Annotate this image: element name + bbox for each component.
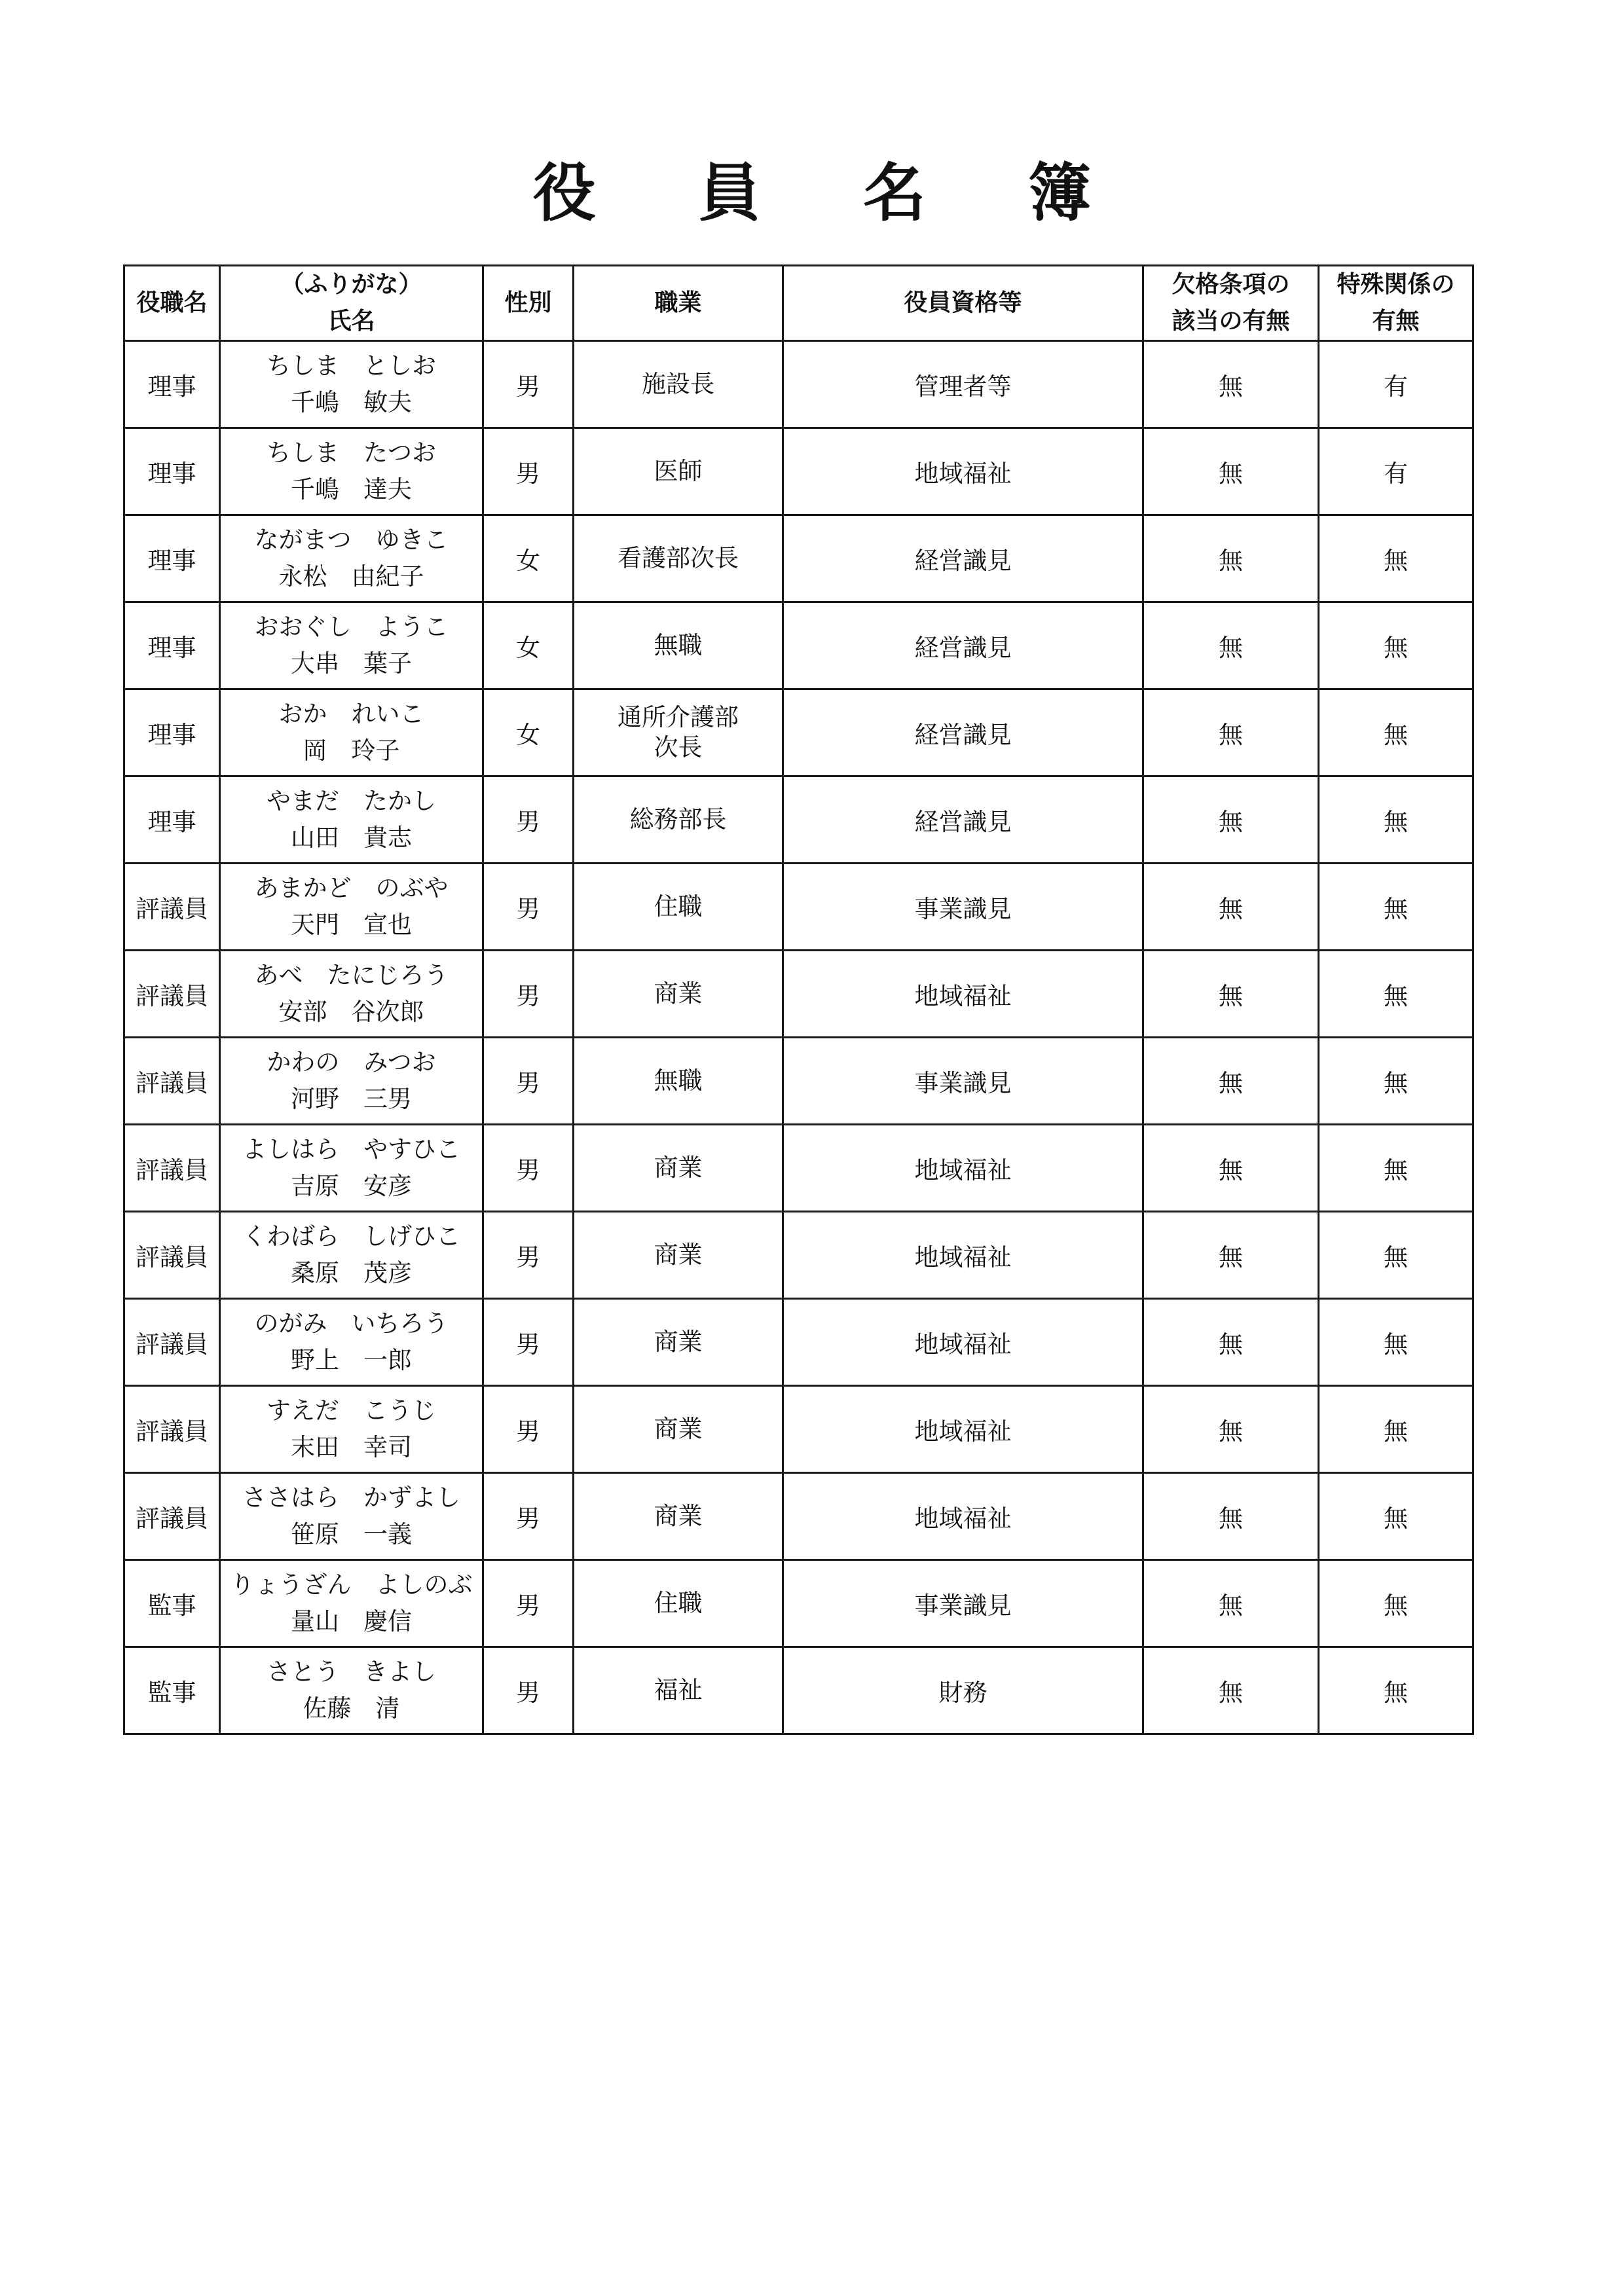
table-row (124, 1647, 1473, 1734)
special-relation-cell (1319, 1473, 1473, 1560)
occupation-text: 福祉 (654, 1676, 703, 1704)
role-cell (124, 602, 220, 689)
special-relation-text: 無 (1384, 895, 1408, 923)
table-row (124, 1473, 1473, 1560)
disqualification-text: 無 (1219, 1592, 1243, 1620)
name-kanji: 千嶋 敏夫 (291, 388, 412, 416)
occupation-text: 商業 (654, 1241, 703, 1269)
occupation-text: 無職 (654, 1066, 703, 1095)
occupation-text: 商業 (654, 1502, 703, 1530)
name-cell (220, 428, 483, 515)
name-kanji: 佐藤 清 (303, 1694, 400, 1722)
role-text: 評議員 (136, 1156, 208, 1184)
role-cell (124, 515, 220, 602)
name-kanji: 量山 慶信 (291, 1607, 412, 1635)
role-text: 理事 (147, 547, 196, 575)
header-name-label: 氏名 (327, 308, 375, 335)
disqualification-text: 無 (1219, 895, 1243, 923)
header-special-line1: 特殊関係の (1337, 271, 1455, 298)
occupation-cell (574, 1299, 783, 1386)
role-text: 監事 (147, 1592, 196, 1620)
gender-text: 女 (516, 547, 540, 575)
header-qualification: 役員資格等 (783, 266, 1143, 341)
gender-cell (483, 428, 574, 515)
header-special-line2: 有無 (1372, 308, 1420, 335)
disqualification-cell (1143, 1647, 1319, 1734)
special-relation-text: 無 (1384, 982, 1408, 1010)
name-kanji: 吉原 安彦 (291, 1172, 412, 1200)
title-char: 名 (863, 156, 926, 230)
disqualification-text: 無 (1219, 547, 1243, 575)
title-char: 員 (698, 156, 761, 230)
special-relation-text: 無 (1384, 547, 1408, 575)
role-text: 監事 (147, 1679, 196, 1707)
special-relation-text: 無 (1384, 1156, 1408, 1184)
name-kana: あまかど のぶや (254, 874, 449, 902)
name-cell (220, 602, 483, 689)
name-kana: おか れいこ (278, 700, 424, 728)
name-kana: りょうざん よしのぶ (230, 1571, 473, 1599)
gender-cell (483, 689, 574, 776)
name-kana: すえだ こうじ (267, 1396, 436, 1425)
gender-text: 男 (516, 1504, 540, 1533)
name-kanji: 千嶋 達夫 (291, 475, 412, 503)
gender-text: 女 (516, 634, 540, 662)
occupation-text: 商業 (654, 1154, 703, 1182)
special-relation-text: 無 (1384, 1417, 1408, 1446)
name-kanji: 笹原 一義 (291, 1520, 412, 1548)
name-cell (220, 1386, 483, 1473)
role-cell (124, 864, 220, 951)
qualification-text: 地域福祉 (914, 1330, 1012, 1358)
role-cell (124, 776, 220, 864)
gender-cell (483, 1473, 574, 1560)
gender-cell (483, 776, 574, 864)
name-kanji: 大串 葉子 (291, 649, 412, 678)
name-kana: ちしま たつお (267, 439, 436, 467)
qualification-cell (783, 1125, 1143, 1212)
header-disqualification (1143, 266, 1319, 341)
special-relation-text: 有 (1384, 373, 1408, 401)
title-char: 簿 (1028, 156, 1091, 230)
role-text: 理事 (147, 721, 196, 749)
special-relation-text: 無 (1384, 1330, 1408, 1358)
occupation-cell (574, 602, 783, 689)
qualification-cell (783, 1038, 1143, 1125)
occupation-cell (574, 1473, 783, 1560)
gender-cell (483, 1038, 574, 1125)
disqualification-text: 無 (1219, 1504, 1243, 1533)
table-row (124, 341, 1473, 428)
qualification-cell (783, 341, 1143, 428)
qualification-cell (783, 951, 1143, 1038)
gender-text: 男 (516, 1679, 540, 1707)
disqualification-text: 無 (1219, 808, 1243, 836)
name-kana: ちしま としお (267, 352, 436, 380)
table-row (124, 689, 1473, 776)
name-kana: ながまつ ゆきこ (254, 526, 449, 554)
header-occupation: 職業 (574, 266, 783, 341)
document-title (0, 154, 1624, 232)
special-relation-cell (1319, 1212, 1473, 1299)
qualification-cell (783, 1299, 1143, 1386)
name-cell (220, 1038, 483, 1125)
disqualification-text: 無 (1219, 1417, 1243, 1446)
disqualification-cell (1143, 864, 1319, 951)
special-relation-text: 無 (1384, 1243, 1408, 1271)
qualification-text: 経営識見 (914, 547, 1012, 575)
disqualification-text: 無 (1219, 460, 1243, 488)
special-relation-cell (1319, 428, 1473, 515)
gender-text: 男 (516, 1243, 540, 1271)
disqualification-cell (1143, 951, 1319, 1038)
qualification-text: 地域福祉 (914, 982, 1012, 1010)
special-relation-cell (1319, 341, 1473, 428)
disqualification-text: 無 (1219, 1330, 1243, 1358)
table-row (124, 951, 1473, 1038)
header-special-relation (1319, 266, 1473, 341)
role-cell (124, 1212, 220, 1299)
special-relation-text: 無 (1384, 721, 1408, 749)
occupation-text: 医師 (654, 457, 703, 485)
disqualification-cell (1143, 341, 1319, 428)
special-relation-text: 無 (1384, 1679, 1408, 1707)
role-text: 評議員 (136, 1504, 208, 1533)
special-relation-cell (1319, 1125, 1473, 1212)
title-char: 役 (533, 156, 596, 230)
gender-cell (483, 1560, 574, 1647)
gender-cell (483, 341, 574, 428)
name-cell (220, 1125, 483, 1212)
gender-cell (483, 1299, 574, 1386)
disqualification-cell (1143, 1560, 1319, 1647)
name-kanji: 天門 宣也 (291, 911, 412, 939)
role-cell (124, 951, 220, 1038)
special-relation-cell (1319, 776, 1473, 864)
gender-cell (483, 602, 574, 689)
gender-text: 女 (516, 721, 540, 749)
gender-cell (483, 1647, 574, 1734)
occupation-cell (574, 1560, 783, 1647)
gender-text: 男 (516, 895, 540, 923)
name-cell (220, 1299, 483, 1386)
occupation-text: 住職 (654, 1589, 703, 1617)
role-cell (124, 1038, 220, 1125)
officer-roster-table (123, 264, 1474, 1735)
qualification-text: 経営識見 (914, 721, 1012, 749)
role-cell (124, 1125, 220, 1212)
name-kanji: 安部 谷次郎 (278, 998, 424, 1026)
name-kana: ささはら かずよし (242, 1484, 460, 1512)
header-kana-label: （ふりがな） (280, 271, 422, 298)
disqualification-cell (1143, 1125, 1319, 1212)
qualification-text: 経営識見 (914, 808, 1012, 836)
role-text: 理事 (147, 373, 196, 401)
role-text: 理事 (147, 460, 196, 488)
special-relation-cell (1319, 1038, 1473, 1125)
gender-cell (483, 1212, 574, 1299)
role-cell (124, 689, 220, 776)
special-relation-text: 無 (1384, 1592, 1408, 1620)
header-role: 役職名 (124, 266, 220, 341)
occupation-cell (574, 776, 783, 864)
special-relation-cell (1319, 1647, 1473, 1734)
qualification-text: 財務 (938, 1679, 987, 1707)
disqualification-cell (1143, 1299, 1319, 1386)
qualification-text: 経営識見 (914, 634, 1012, 662)
occupation-cell (574, 515, 783, 602)
qualification-text: 管理者等 (914, 373, 1012, 401)
role-text: 評議員 (136, 895, 208, 923)
name-kanji: 岡 玲子 (303, 737, 400, 765)
gender-cell (483, 951, 574, 1038)
qualification-text: 事業識見 (914, 895, 1012, 923)
name-kana: やまだ たかし (267, 787, 436, 815)
name-kana: よしはら やすひこ (242, 1135, 460, 1163)
name-kana: かわの みつお (267, 1048, 436, 1076)
disqualification-text: 無 (1219, 373, 1243, 401)
disqualification-text: 無 (1219, 721, 1243, 749)
role-text: 評議員 (136, 1417, 208, 1446)
occupation-cell (574, 1212, 783, 1299)
gender-text: 男 (516, 373, 540, 401)
occupation-text: 無職 (654, 631, 703, 659)
header-row (124, 266, 1473, 341)
name-cell (220, 1473, 483, 1560)
name-cell (220, 515, 483, 602)
disqualification-cell (1143, 1038, 1319, 1125)
disqualification-text: 無 (1219, 1069, 1243, 1097)
gender-text: 男 (516, 1069, 540, 1097)
gender-cell (483, 1386, 574, 1473)
qualification-cell (783, 428, 1143, 515)
name-kanji: 桑原 茂彦 (291, 1259, 412, 1287)
role-text: 評議員 (136, 1243, 208, 1271)
disqualification-text: 無 (1219, 982, 1243, 1010)
name-cell (220, 689, 483, 776)
gender-text: 男 (516, 1417, 540, 1446)
occupation-text: 通所介護部 (618, 703, 739, 731)
role-cell (124, 428, 220, 515)
name-kanji: 末田 幸司 (291, 1433, 412, 1461)
occupation-cell (574, 1386, 783, 1473)
occupation-cell (574, 864, 783, 951)
name-cell (220, 1647, 483, 1734)
disqualification-text: 無 (1219, 1679, 1243, 1707)
table-row (124, 1299, 1473, 1386)
table-row (124, 864, 1473, 951)
qualification-cell (783, 602, 1143, 689)
name-kanji: 河野 三男 (291, 1085, 412, 1113)
roster-body (124, 341, 1473, 1734)
qualification-cell (783, 1560, 1143, 1647)
special-relation-cell (1319, 1386, 1473, 1473)
qualification-text: 事業識見 (914, 1069, 1012, 1097)
name-kanji: 野上 一郎 (291, 1346, 412, 1374)
disqualification-cell (1143, 602, 1319, 689)
header-name (220, 266, 483, 341)
name-cell (220, 341, 483, 428)
occupation-cell (574, 951, 783, 1038)
role-cell (124, 1647, 220, 1734)
role-text: 理事 (147, 808, 196, 836)
occupation-text: 総務部長 (629, 805, 727, 833)
gender-cell (483, 515, 574, 602)
header-disq-line1: 欠格条項の (1172, 271, 1290, 298)
disqualification-text: 無 (1219, 1243, 1243, 1271)
disqualification-cell (1143, 428, 1319, 515)
table-row (124, 602, 1473, 689)
occupation-text: 住職 (654, 892, 703, 920)
header-disq-line2: 該当の有無 (1172, 308, 1290, 335)
disqualification-cell (1143, 776, 1319, 864)
occupation-text: 施設長 (642, 370, 714, 398)
gender-text: 男 (516, 1330, 540, 1358)
gender-text: 男 (516, 460, 540, 488)
disqualification-text: 無 (1219, 634, 1243, 662)
role-cell (124, 1473, 220, 1560)
role-cell (124, 1560, 220, 1647)
qualification-cell (783, 1212, 1143, 1299)
qualification-cell (783, 776, 1143, 864)
role-text: 評議員 (136, 1069, 208, 1097)
gender-text: 男 (516, 982, 540, 1010)
name-kanji: 永松 由紀子 (278, 562, 424, 591)
name-kana: のがみ いちろう (254, 1309, 449, 1338)
header-gender: 性別 (483, 266, 574, 341)
name-kana: おおぐし ようこ (254, 613, 449, 641)
special-relation-text: 無 (1384, 1069, 1408, 1097)
occupation-text: 商業 (654, 1415, 703, 1443)
special-relation-cell (1319, 1299, 1473, 1386)
qualification-text: 地域福祉 (914, 1504, 1012, 1533)
special-relation-text: 無 (1384, 808, 1408, 836)
special-relation-cell (1319, 864, 1473, 951)
table-row (124, 515, 1473, 602)
qualification-cell (783, 689, 1143, 776)
special-relation-cell (1319, 689, 1473, 776)
special-relation-text: 有 (1384, 460, 1408, 488)
name-cell (220, 1212, 483, 1299)
occupation-cell (574, 1125, 783, 1212)
name-cell (220, 951, 483, 1038)
qualification-cell (783, 1473, 1143, 1560)
qualification-text: 地域福祉 (914, 1417, 1012, 1446)
disqualification-cell (1143, 1473, 1319, 1560)
qualification-cell (783, 1647, 1143, 1734)
qualification-text: 事業識見 (914, 1592, 1012, 1620)
role-text: 理事 (147, 634, 196, 662)
name-cell (220, 864, 483, 951)
special-relation-cell (1319, 515, 1473, 602)
gender-text: 男 (516, 1592, 540, 1620)
disqualification-cell (1143, 689, 1319, 776)
occupation-cell (574, 428, 783, 515)
role-text: 評議員 (136, 1330, 208, 1358)
special-relation-cell (1319, 951, 1473, 1038)
qualification-cell (783, 515, 1143, 602)
occupation-cell (574, 341, 783, 428)
occupation-text: 商業 (654, 1328, 703, 1356)
gender-cell (483, 1125, 574, 1212)
qualification-text: 地域福祉 (914, 1243, 1012, 1271)
role-text: 評議員 (136, 982, 208, 1010)
table-row (124, 1386, 1473, 1473)
qualification-cell (783, 1386, 1143, 1473)
special-relation-cell (1319, 1560, 1473, 1647)
name-kana: さとう きよし (267, 1658, 436, 1686)
table-row (124, 1038, 1473, 1125)
special-relation-text: 無 (1384, 1504, 1408, 1533)
table-row (124, 1212, 1473, 1299)
name-kana: あべ たにじろう (254, 961, 449, 989)
disqualification-cell (1143, 1212, 1319, 1299)
table-row (124, 1560, 1473, 1647)
qualification-text: 地域福祉 (914, 460, 1012, 488)
disqualification-cell (1143, 1386, 1319, 1473)
occupation-text: 商業 (654, 979, 703, 1008)
table-row (124, 776, 1473, 864)
occupation-text: 次長 (654, 733, 703, 761)
role-cell (124, 341, 220, 428)
gender-text: 男 (516, 1156, 540, 1184)
gender-text: 男 (516, 808, 540, 836)
disqualification-cell (1143, 515, 1319, 602)
disqualification-text: 無 (1219, 1156, 1243, 1184)
occupation-cell (574, 689, 783, 776)
table-row (124, 428, 1473, 515)
gender-cell (483, 864, 574, 951)
special-relation-text: 無 (1384, 634, 1408, 662)
table-row (124, 1125, 1473, 1212)
special-relation-cell (1319, 602, 1473, 689)
occupation-text: 看護部次長 (618, 544, 739, 572)
name-cell (220, 776, 483, 864)
qualification-text: 地域福祉 (914, 1156, 1012, 1184)
qualification-cell (783, 864, 1143, 951)
occupation-cell (574, 1647, 783, 1734)
name-kana: くわばら しげひこ (242, 1222, 460, 1250)
name-cell (220, 1560, 483, 1647)
role-cell (124, 1299, 220, 1386)
name-kanji: 山田 貴志 (291, 824, 412, 852)
occupation-cell (574, 1038, 783, 1125)
role-cell (124, 1386, 220, 1473)
